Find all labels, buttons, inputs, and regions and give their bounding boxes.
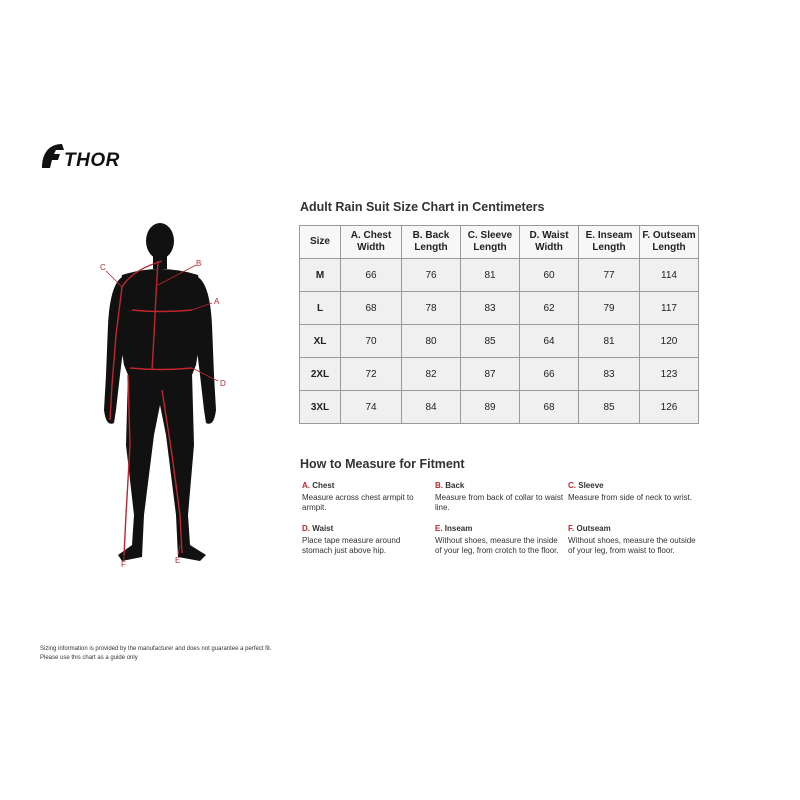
disclaimer-line-1: Sizing information is provided by the manufacturer and does not guarantee a perfect fit.	[40, 646, 272, 652]
measure-item-text: Measure from side of neck to wrist.	[568, 493, 693, 502]
label-e: E	[175, 556, 181, 565]
cell-waist: 62	[520, 292, 579, 325]
body-silhouette-diagram	[92, 215, 242, 575]
disclaimer-line-2: Please use this chart as a guide only	[40, 655, 138, 661]
cell-size: L	[300, 292, 341, 325]
cell-sleeve: 89	[461, 391, 520, 423]
cell-chest: 68	[341, 292, 402, 325]
cell-size: M	[300, 259, 341, 292]
measure-item-text: Without shoes, measure the inside of your leg, from crotch to the floor.	[435, 536, 559, 555]
table-row	[300, 259, 698, 292]
label-c: C	[100, 263, 106, 272]
cell-waist: 68	[520, 391, 579, 423]
size-chart-table	[299, 225, 699, 424]
measure-item-text: Without shoes, measure the outside of your leg, from waist to floor.	[568, 536, 696, 555]
measure-item-waist	[302, 524, 412, 556]
measure-item-heading: E. Inseam	[435, 524, 473, 533]
cell-waist: 64	[520, 325, 579, 358]
cell-back: 82	[402, 358, 461, 391]
logo-wordmark: THOR	[64, 150, 120, 171]
header-chest: A. Chest Width	[341, 226, 402, 259]
cell-inseam: 83	[579, 358, 640, 391]
measure-item-chest	[302, 481, 437, 513]
cell-inseam: 77	[579, 259, 640, 292]
how-to-measure-title: How to Measure for Fitment	[300, 457, 465, 471]
thor-logo	[40, 140, 135, 172]
measure-item-heading: D. Waist	[302, 524, 334, 533]
measure-item-inseam	[435, 524, 563, 556]
header-back: B. Back Length	[402, 226, 461, 259]
cell-outseam: 117	[640, 292, 698, 325]
measure-item-heading: F. Outseam	[568, 524, 611, 533]
cell-back: 84	[402, 391, 461, 423]
label-f: F	[121, 560, 126, 569]
header-sleeve: C. Sleeve Length	[461, 226, 520, 259]
cell-outseam: 126	[640, 391, 698, 423]
table-row	[300, 358, 698, 391]
cell-sleeve: 83	[461, 292, 520, 325]
header-outseam: F. Outseam Length	[640, 226, 698, 259]
header-waist: D. Waist Width	[520, 226, 579, 259]
table-header-row	[300, 226, 698, 259]
size-chart-title: Adult Rain Suit Size Chart in Centimeters	[300, 200, 545, 214]
cell-inseam: 81	[579, 325, 640, 358]
measure-item-text: Measure from back of collar to waist line.	[435, 493, 564, 512]
cell-sleeve: 81	[461, 259, 520, 292]
measure-item-heading: A. Chest	[302, 481, 335, 490]
sizing-disclaimer	[40, 645, 300, 663]
cell-chest: 72	[341, 358, 402, 391]
cell-inseam: 85	[579, 391, 640, 423]
measure-item-heading: B. Back	[435, 481, 465, 490]
cell-size: XL	[300, 325, 341, 358]
measure-item-text: Measure across chest armpit to armpit.	[302, 493, 414, 512]
cell-inseam: 79	[579, 292, 640, 325]
measure-item-text: Place tape measure around stomach just above hip.	[302, 536, 401, 555]
cell-chest: 70	[341, 325, 402, 358]
cell-back: 76	[402, 259, 461, 292]
cell-sleeve: 85	[461, 325, 520, 358]
cell-outseam: 120	[640, 325, 698, 358]
cell-outseam: 123	[640, 358, 698, 391]
table-row	[300, 325, 698, 358]
table-row	[300, 391, 698, 423]
cell-waist: 66	[520, 358, 579, 391]
label-d: D	[220, 379, 226, 388]
cell-size: 2XL	[300, 358, 341, 391]
cell-waist: 60	[520, 259, 579, 292]
header-size: Size	[300, 226, 341, 259]
cell-chest: 74	[341, 391, 402, 423]
measure-item-sleeve	[568, 481, 703, 503]
header-inseam: E. Inseam Length	[579, 226, 640, 259]
cell-outseam: 114	[640, 259, 698, 292]
label-a: A	[214, 297, 220, 306]
cell-back: 78	[402, 292, 461, 325]
measure-item-back	[435, 481, 570, 513]
cell-chest: 66	[341, 259, 402, 292]
cell-back: 80	[402, 325, 461, 358]
cell-size: 3XL	[300, 391, 341, 423]
measure-item-outseam	[568, 524, 698, 556]
table-row	[300, 292, 698, 325]
label-b: B	[196, 259, 202, 268]
cell-sleeve: 87	[461, 358, 520, 391]
measure-item-heading: C. Sleeve	[568, 481, 604, 490]
